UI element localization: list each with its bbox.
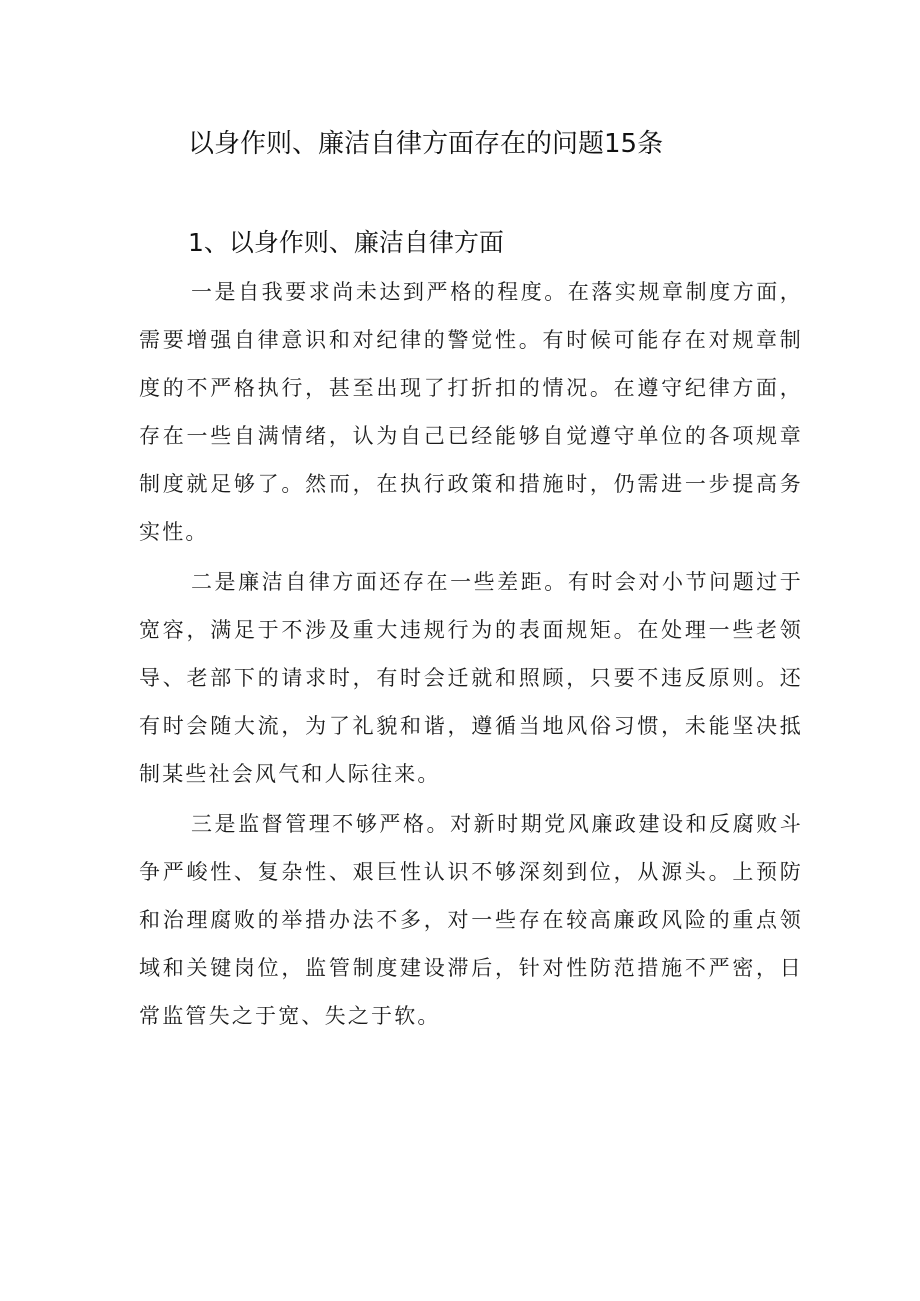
paragraph-3: 三是监督管理不够严格。对新时期党风廉政建设和反腐败斗争严峻性、复杂性、艰巨性认识不够深刻到位，从源头。上预防和治理腐败的举措办法不多，对一些存在较高廉政风险的重点领域和关键岗位，监管制度建设滞后，针对性防范措施不严密，日常监管失之于宽、失之于软。 <box>139 812 803 1028</box>
document-title: 以身作则、廉洁自律方面存在的问题15条 <box>188 129 664 159</box>
section-heading: 1、以身作则、廉洁自律方面 <box>188 228 504 257</box>
paragraph-1: 一是自我要求尚未达到严格的程度。在落实规章制度方面，需要增强自律意识和对纪律的警觉性。有时候可能存在对规章制度的不严格执行，甚至出现了打折扣的情况。在遵守纪律方面，存在一些自满情绪，认为自己已经能够自觉遵守单位的各项规章制度就足够了。然而，在执行政策和措施时，仍需进一步提高务实性。 <box>139 280 803 544</box>
paragraph-2: 二是廉洁自律方面还存在一些差距。有时会对小节问题过于宽容，满足于不涉及重大违规行为的表面规矩。在处理一些老领导、老部下的请求时，有时会迁就和照顾，只要不违反原则。还有时会随大流，为了礼貌和谐，遵循当地风俗习惯，未能坚决抵制某些社会风气和人际往来。 <box>139 570 803 786</box>
